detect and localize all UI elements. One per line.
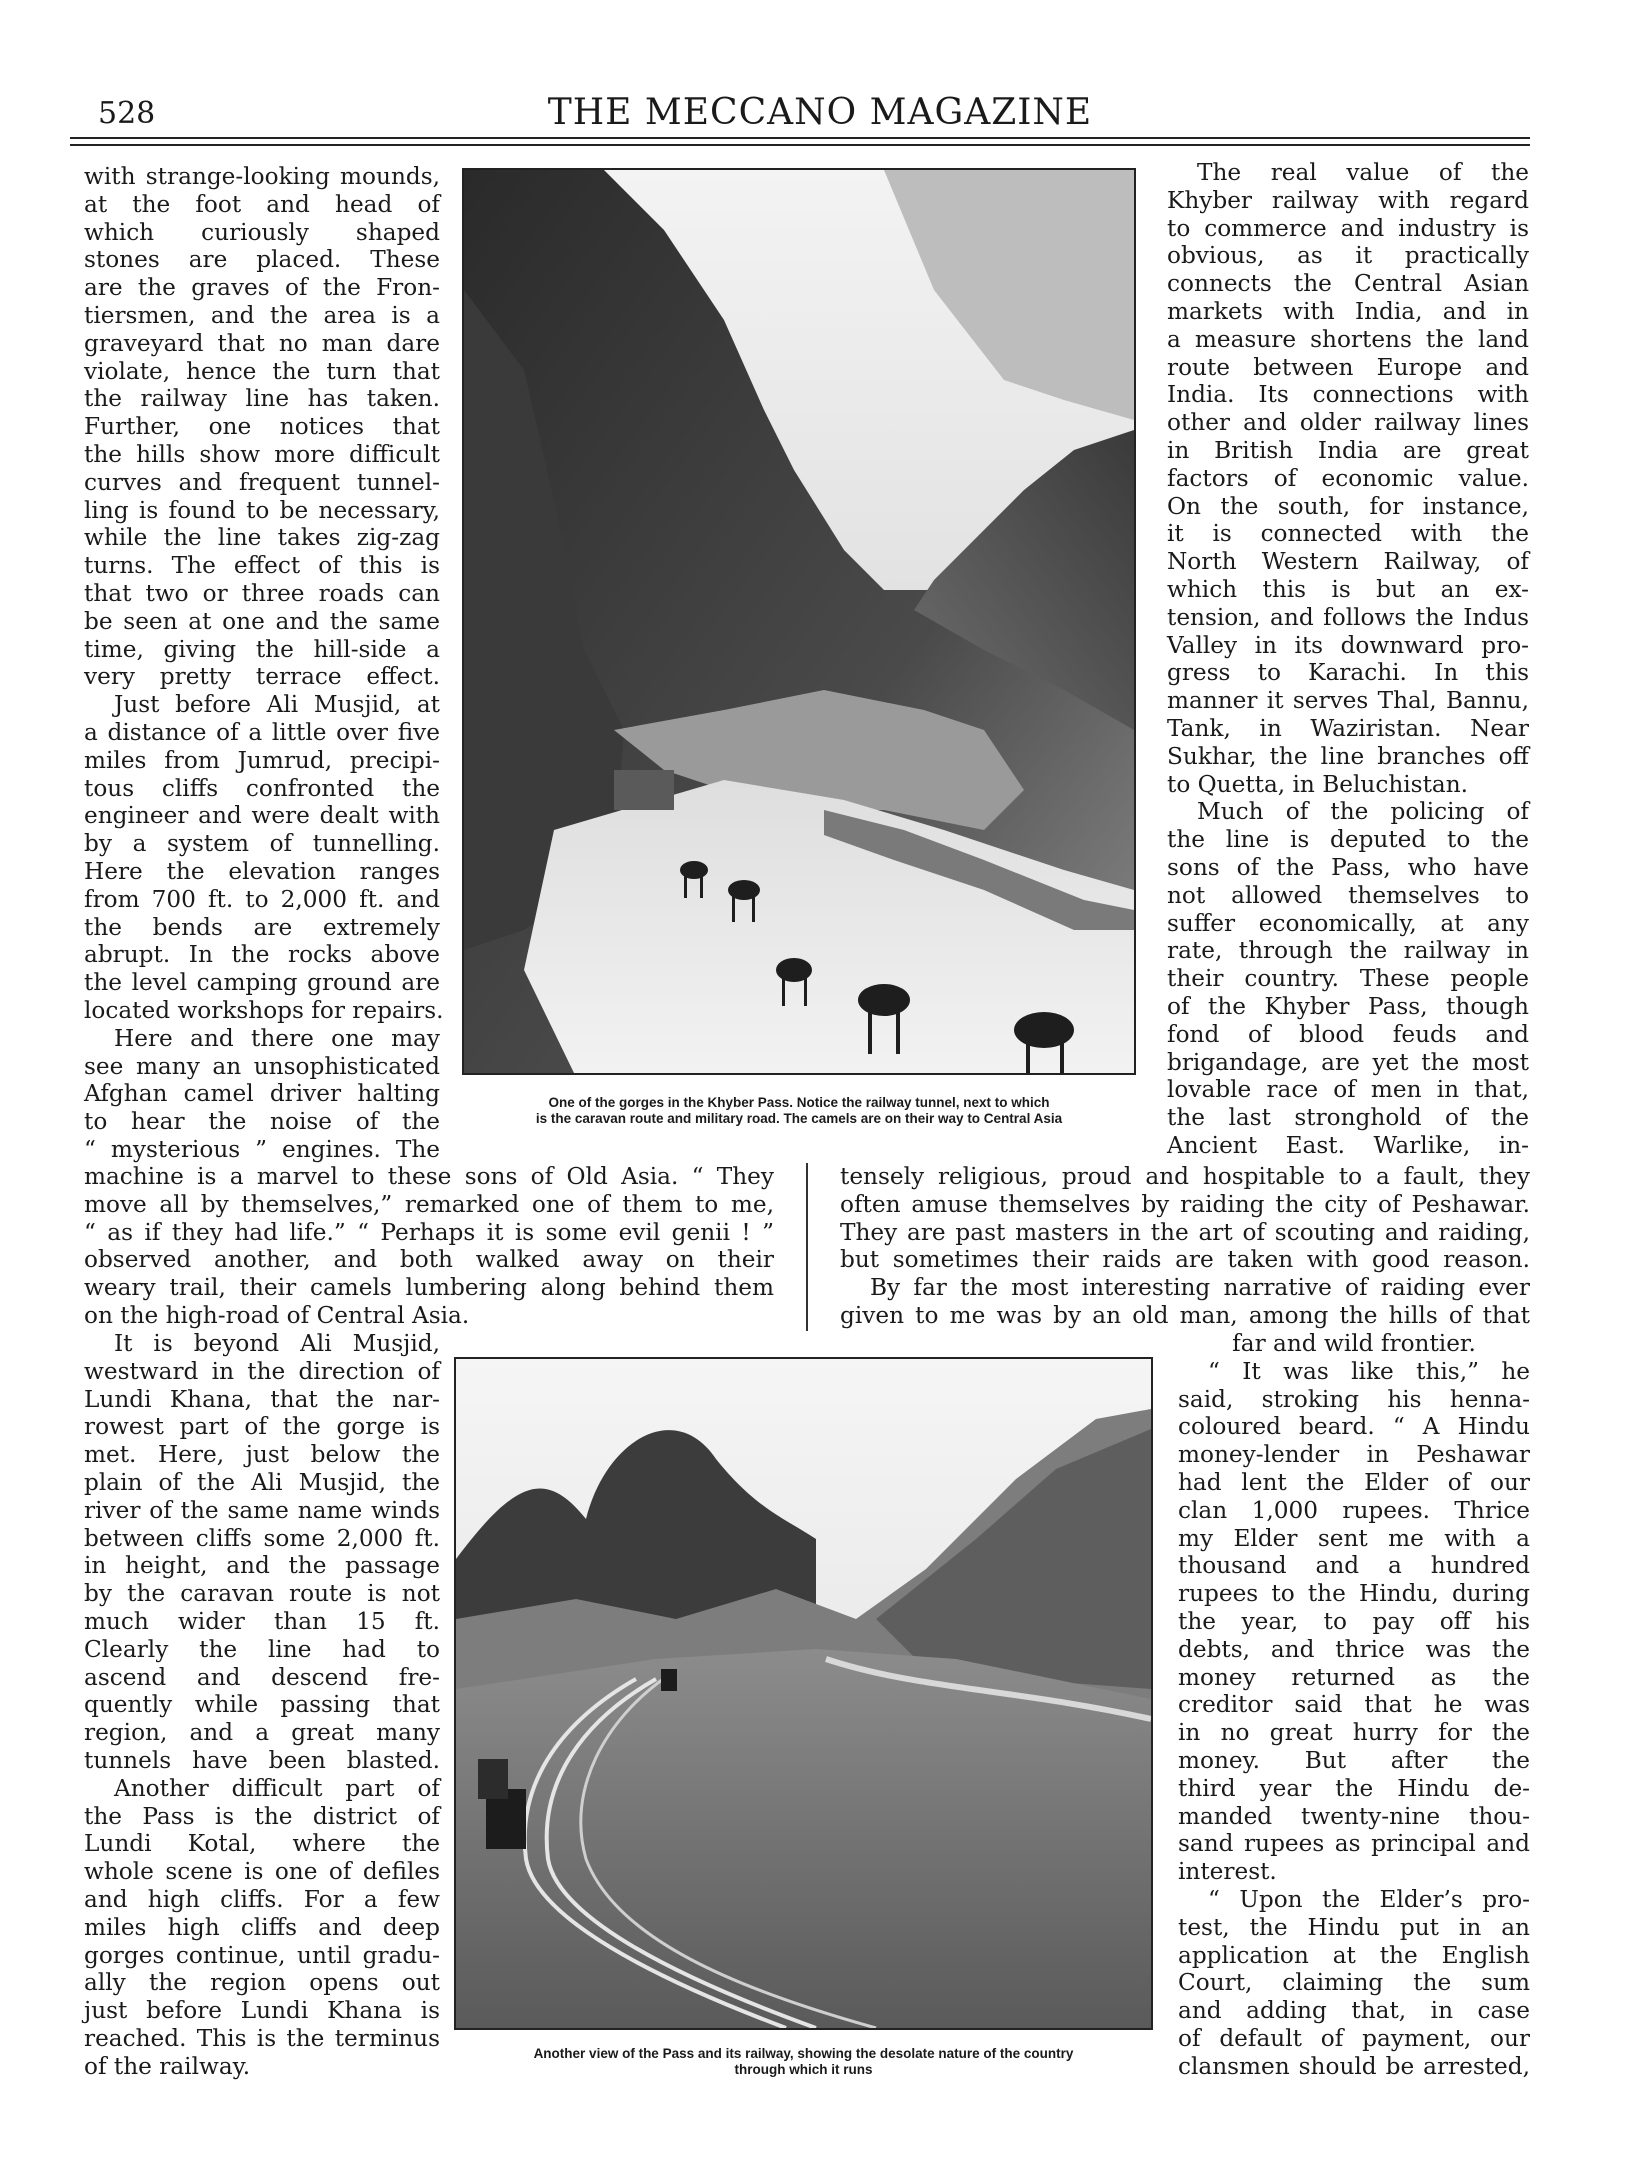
text-line: application at the English <box>1178 1941 1530 1969</box>
text-line: suffer economically, at any <box>1167 909 1529 937</box>
text-line: Sukhar, the line branches off <box>1167 742 1529 770</box>
text-line: interest. <box>1178 1858 1277 1886</box>
text-line: the Pass is the district of <box>84 1802 440 1830</box>
text-line: the line is deputed to the <box>1167 826 1529 854</box>
text-line: a measure shortens the land <box>1167 325 1529 353</box>
text-line: sand rupees as principal and <box>1178 1830 1530 1858</box>
text-line: tiersmen, and the area is a <box>84 301 440 329</box>
text-line: Afghan camel driver halting <box>84 1080 440 1108</box>
text-line: third year the Hindu de- <box>1178 1774 1530 1802</box>
text-line: manner it serves Thal, Bannu, <box>1167 687 1529 715</box>
column-right-bottom <box>1178 1330 1530 2081</box>
text-line: ally the region opens out <box>84 1969 440 1997</box>
text-line: India. Its connections with <box>1167 381 1529 409</box>
text-line: miles high cliffs and deep <box>84 1913 440 1941</box>
text-line: ascend and descend fre- <box>84 1663 440 1691</box>
text-line: tensely religious, proud and hospitable to a fault, they <box>840 1163 1530 1190</box>
photo-caption-top <box>462 1095 1136 1127</box>
photo-caption-bottom <box>454 2046 1153 2078</box>
text-line: sons of the Pass, who have <box>1167 853 1529 881</box>
magazine-title: THE MECCANO MAGAZINE <box>547 92 1093 133</box>
text-line: at the foot and head of <box>84 190 440 218</box>
column-left-bottom <box>84 1330 440 2081</box>
text-line: debts, and thrice was the <box>1178 1635 1530 1663</box>
page-number: 528 <box>98 96 156 131</box>
text-line: to commerce and industry is <box>1167 214 1529 242</box>
text-line: which this is but an ex- <box>1167 575 1529 603</box>
text-line: region, and a great many <box>84 1719 440 1747</box>
text-line: The real value of the <box>1197 159 1529 186</box>
text-line: the level camping ground are <box>84 969 440 997</box>
text-line: met. Here, just below the <box>84 1441 440 1469</box>
text-line: are the graves of the Fron- <box>84 274 440 302</box>
text-line: Another difficult part of <box>114 1774 440 1802</box>
text-line: ling is found to be necessary, <box>84 496 440 524</box>
text-line: violate, hence the turn that <box>84 357 440 385</box>
text-line: in British India are great <box>1167 436 1529 464</box>
text-line: connects the Central Asian <box>1167 270 1529 298</box>
text-line: machine is a marvel to these sons of Old Asia. “ They <box>84 1163 774 1190</box>
text-line: clansmen should be arrested, <box>1178 2052 1530 2080</box>
column-right-top <box>1167 159 1529 1160</box>
text-line: from 700 ft. to 2,000 ft. and <box>84 885 440 913</box>
text-line: tension, and follows the Indus <box>1167 603 1529 631</box>
text-line: quently while passing that <box>84 1691 440 1719</box>
text-line: coloured beard. “ A Hindu <box>1178 1413 1530 1441</box>
text-line: of the railway. <box>84 2052 251 2080</box>
text-line: the railway line has taken. <box>84 385 440 413</box>
text-line: Valley in its downward pro- <box>1167 631 1529 659</box>
gorge-camels-image <box>464 170 1134 1073</box>
text-line: the year, to pay off his <box>1178 1607 1530 1635</box>
text-line: Tank, in Waziristan. Near <box>1167 714 1529 742</box>
text-line: whole scene is one of defiles <box>84 1858 440 1886</box>
text-line: graveyard that no man dare <box>84 329 440 357</box>
text-line: On the south, for instance, <box>1167 492 1529 520</box>
text-line: Further, one notices that <box>84 413 440 441</box>
text-line: very pretty terrace effect. <box>84 663 440 691</box>
text-line: with strange-looking mounds, <box>84 163 440 190</box>
text-line: it is connected with the <box>1167 520 1529 548</box>
text-line: said, stroking his henna- <box>1178 1385 1530 1413</box>
text-line: move all by themselves,” remarked one of them to me, <box>84 1190 774 1218</box>
text-line: obvious, as it practically <box>1167 242 1529 270</box>
text-line: by the caravan route is not <box>84 1580 440 1608</box>
text-line: not allowed themselves to <box>1167 881 1529 909</box>
text-line: tunnels have been blasted. <box>84 1746 440 1774</box>
text-line: “ as if they had life.” “ Perhaps it is some evil genii ! ” <box>84 1218 774 1246</box>
text-line: Here and there one may <box>114 1024 440 1052</box>
text-line: Here the elevation ranges <box>84 857 440 885</box>
text-line: gress to Karachi. In this <box>1167 659 1529 687</box>
text-line: fond of blood feuds and <box>1167 1020 1529 1048</box>
text-line: far and wild frontier. <box>1232 1330 1476 1357</box>
text-line: route between Europe and <box>1167 353 1529 381</box>
text-line: to Quetta, in Beluchistan. <box>1167 770 1469 798</box>
text-line: to hear the noise of the <box>84 1108 440 1136</box>
text-line: factors of economic value. <box>1167 464 1529 492</box>
text-line: given to me was by an old man, among the hills of that <box>840 1301 1530 1329</box>
text-line: while the line takes zig-zag <box>84 524 440 552</box>
text-line: “ mysterious ” engines. The <box>84 1135 440 1163</box>
text-line: thousand and a hundred <box>1178 1552 1530 1580</box>
text-line: other and older railway lines <box>1167 409 1529 437</box>
text-line: westward in the direction of <box>84 1357 440 1385</box>
text-line: “ Upon the Elder’s pro- <box>1208 1885 1530 1913</box>
text-line: It is beyond Ali Musjid, <box>114 1330 440 1357</box>
text-line: rowest part of the gorge is <box>84 1413 440 1441</box>
text-line: tous cliffs confronted the <box>84 774 440 802</box>
text-line: often amuse themselves by raiding the city of Peshawar. <box>840 1190 1530 1218</box>
text-line: turns. The effect of this is <box>84 552 440 580</box>
text-line: but sometimes their raids are taken with good reason. <box>840 1246 1530 1274</box>
text-line: and adding that, in case <box>1178 1997 1530 2025</box>
text-line: brigandage, are yet the most <box>1167 1048 1529 1076</box>
caption-line: is the caravan route and military road. The camels are on their way to Central Asia <box>535 1111 1063 1126</box>
text-line: lovable race of men in that, <box>1167 1076 1529 1104</box>
railway-valley-image <box>456 1359 1151 2028</box>
text-line: much wider than 15 ft. <box>84 1607 440 1635</box>
caption-line: One of the gorges in the Khyber Pass. Notice the railway tunnel, next to which <box>548 1095 1050 1110</box>
text-line: money-lender in Peshawar <box>1178 1441 1530 1469</box>
text-line: the hills show more difficult <box>84 440 440 468</box>
column-divider <box>806 1163 808 1331</box>
text-line: Just before Ali Musjid, at <box>114 691 440 719</box>
text-line: Lundi Khana, that the nar- <box>84 1385 440 1413</box>
text-line: see many an unsophisticated <box>84 1052 440 1080</box>
text-line: Clearly the line had to <box>84 1635 440 1663</box>
text-line: Lundi Kotal, where the <box>84 1830 440 1858</box>
text-line: North Western Railway, of <box>1167 548 1529 576</box>
text-line: which curiously shaped <box>84 218 440 246</box>
text-line: weary trail, their camels lumbering along behind them <box>84 1274 774 1302</box>
text-line: Khyber railway with regard <box>1167 186 1529 214</box>
text-line: manded twenty-nine thou- <box>1178 1802 1530 1830</box>
text-line: in no great hurry for the <box>1178 1719 1530 1747</box>
text-line: observed another, and both walked away on their <box>84 1246 774 1274</box>
text-line: that two or three roads can <box>84 579 440 607</box>
text-line: of default of payment, our <box>1178 2024 1530 2052</box>
text-line: by a system of tunnelling. <box>84 830 440 858</box>
text-line: my Elder sent me with a <box>1178 1524 1530 1552</box>
text-line: reached. This is the terminus <box>84 2024 440 2052</box>
text-line: By far the most interesting narrative of raiding ever <box>870 1274 1530 1302</box>
text-line: the last stronghold of the <box>1167 1104 1529 1132</box>
text-line: engineer and were dealt with <box>84 802 440 830</box>
text-line: located workshops for repairs. <box>84 996 444 1024</box>
text-line: money returned as the <box>1178 1663 1530 1691</box>
khyber-gorge-photo <box>462 168 1136 1075</box>
text-line: creditor said that he was <box>1178 1691 1530 1719</box>
text-line: gorges continue, until gradu- <box>84 1941 440 1969</box>
caption-line: through which it runs <box>734 2062 873 2077</box>
column-middle-right <box>840 1163 1530 1330</box>
text-line: of the Khyber Pass, though <box>1167 992 1529 1020</box>
text-line: rupees to the Hindu, during <box>1178 1580 1530 1608</box>
text-line: Court, claiming the sum <box>1178 1969 1530 1997</box>
text-line: miles from Jumrud, precipi- <box>84 746 440 774</box>
text-line: had lent the Elder of our <box>1178 1468 1530 1496</box>
text-line: their country. These people <box>1167 965 1529 993</box>
text-line: Ancient East. Warlike, in- <box>1167 1131 1529 1159</box>
text-line: be seen at one and the same <box>84 607 440 635</box>
text-line: abrupt. In the rocks above <box>84 941 440 969</box>
text-line: “ It was like this,” he <box>1208 1357 1530 1385</box>
column-middle-left <box>84 1163 774 1330</box>
text-line: markets with India, and in <box>1167 297 1529 325</box>
text-line: test, the Hindu put in an <box>1178 1913 1530 1941</box>
text-line: They are past masters in the art of scouting and raiding, <box>840 1218 1530 1246</box>
text-line: a distance of a little over five <box>84 718 440 746</box>
text-line: curves and frequent tunnel- <box>84 468 440 496</box>
text-line: just before Lundi Khana is <box>84 1997 440 2025</box>
text-line: in height, and the passage <box>84 1552 440 1580</box>
text-line: clan 1,000 rupees. Thrice <box>1178 1496 1530 1524</box>
caption-line: Another view of the Pass and its railway, showing the desolate nature of the country <box>533 2046 1074 2061</box>
text-line: Much of the policing of <box>1197 798 1529 826</box>
text-line: money. But after the <box>1178 1746 1530 1774</box>
text-line: rate, through the railway in <box>1167 937 1529 965</box>
text-line: the bends are extremely <box>84 913 440 941</box>
text-line: and high cliffs. For a few <box>84 1885 440 1913</box>
text-line: between cliffs some 2,000 ft. <box>84 1524 440 1552</box>
text-line: on the high-road of Central Asia. <box>84 1301 470 1329</box>
text-line: river of the same name winds <box>84 1496 440 1524</box>
column-left-top <box>84 163 444 1164</box>
khyber-railway-photo <box>454 1357 1153 2030</box>
text-line: stones are placed. These <box>84 246 440 274</box>
text-line: time, giving the hill-side a <box>84 635 440 663</box>
text-line: plain of the Ali Musjid, the <box>84 1468 440 1496</box>
header-rule <box>70 137 1530 146</box>
